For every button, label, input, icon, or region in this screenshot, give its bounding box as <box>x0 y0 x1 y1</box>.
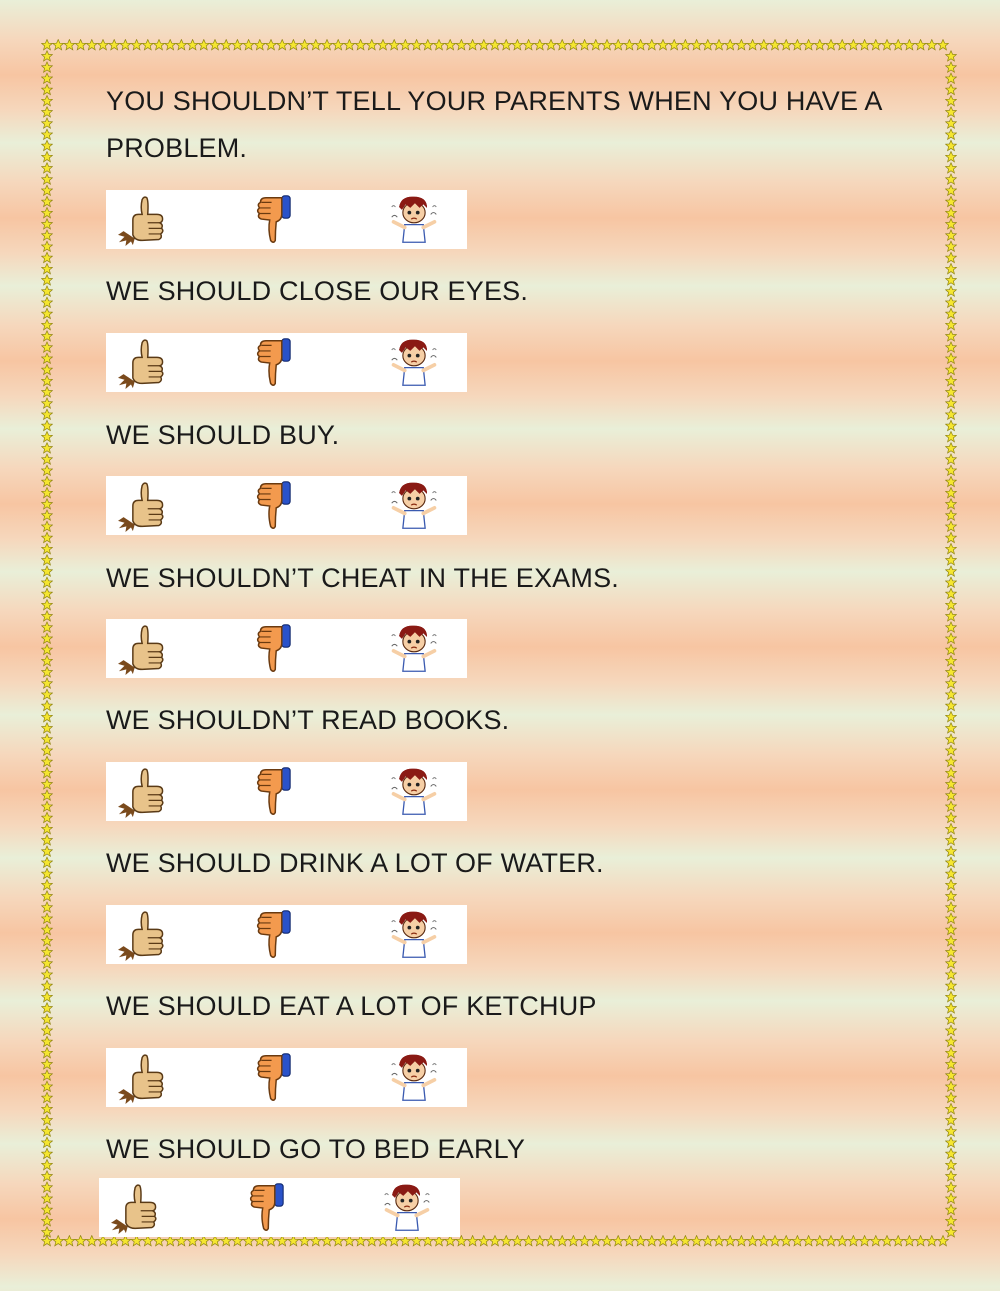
question-text-6: WE SHOULD DRINK A LOT OF WATER. <box>106 848 604 878</box>
answer-options-3 <box>106 476 467 535</box>
answer-options-4 <box>106 619 467 678</box>
question-text-8: WE SHOULD GO TO BED EARLY <box>106 1134 526 1164</box>
question-text-1: YOU SHOULDN’T TELL YOUR PARENTS WHEN YOU HAVE A PROBLEM. <box>106 86 882 163</box>
answer-options-7 <box>106 1048 467 1107</box>
answer-options-1 <box>106 190 467 249</box>
question-text-7: WE SHOULD EAT A LOT OF KETCHUP <box>106 991 597 1021</box>
thumbs-up-icon[interactable] <box>116 194 172 246</box>
question-text-3: WE SHOULD BUY. <box>106 420 340 450</box>
confused-boy-icon[interactable] <box>386 194 442 246</box>
thumbs-down-icon[interactable] <box>251 194 307 246</box>
confused-boy-icon[interactable] <box>386 909 442 961</box>
question-text-5: WE SHOULDN’T READ BOOKS. <box>106 705 510 735</box>
question-text-2: WE SHOULD CLOSE OUR EYES. <box>106 276 529 306</box>
thumbs-down-icon[interactable] <box>251 337 307 389</box>
thumbs-down-icon[interactable] <box>244 1182 300 1234</box>
confused-boy-icon[interactable] <box>386 766 442 818</box>
answer-options-2 <box>106 333 467 392</box>
answer-options-8 <box>99 1178 460 1237</box>
thumbs-up-icon[interactable] <box>109 1182 165 1234</box>
thumbs-up-icon[interactable] <box>116 1052 172 1104</box>
thumbs-down-icon[interactable] <box>251 1052 307 1104</box>
confused-boy-icon[interactable] <box>386 480 442 532</box>
thumbs-down-icon[interactable] <box>251 909 307 961</box>
thumbs-up-icon[interactable] <box>116 480 172 532</box>
answer-options-5 <box>106 762 467 821</box>
thumbs-down-icon[interactable] <box>251 766 307 818</box>
thumbs-down-icon[interactable] <box>251 623 307 675</box>
thumbs-down-icon[interactable] <box>251 480 307 532</box>
confused-boy-icon[interactable] <box>379 1182 435 1234</box>
confused-boy-icon[interactable] <box>386 337 442 389</box>
thumbs-up-icon[interactable] <box>116 909 172 961</box>
thumbs-up-icon[interactable] <box>116 623 172 675</box>
thumbs-up-icon[interactable] <box>116 337 172 389</box>
confused-boy-icon[interactable] <box>386 623 442 675</box>
thumbs-up-icon[interactable] <box>116 766 172 818</box>
answer-options-6 <box>106 905 467 964</box>
question-text-4: WE SHOULDN’T CHEAT IN THE EXAMS. <box>106 563 619 593</box>
confused-boy-icon[interactable] <box>386 1052 442 1104</box>
